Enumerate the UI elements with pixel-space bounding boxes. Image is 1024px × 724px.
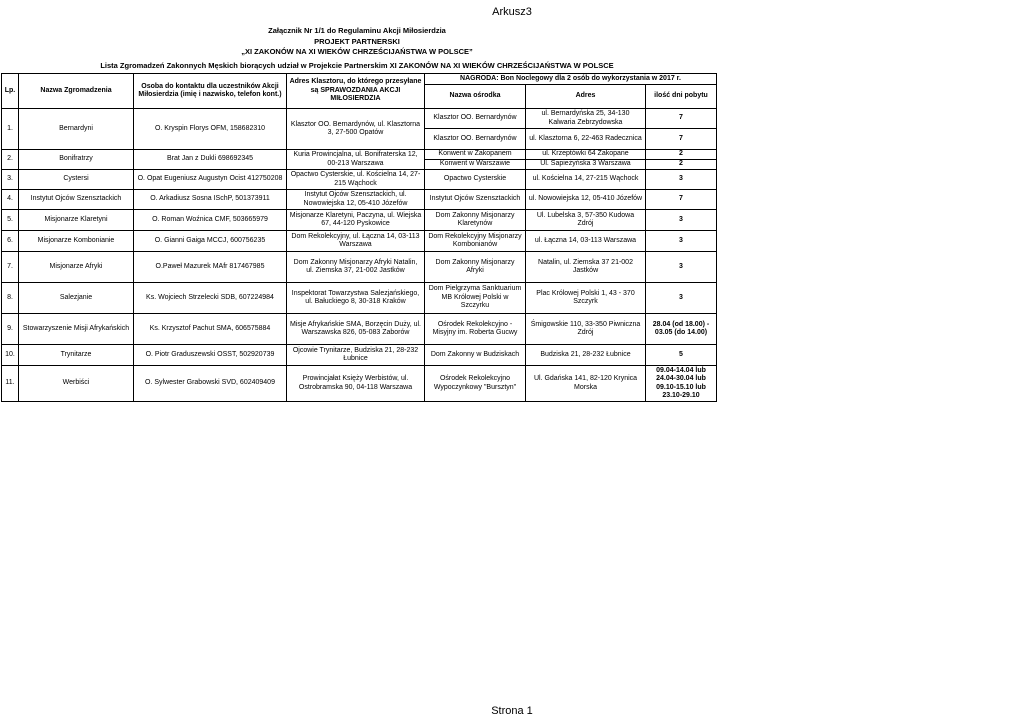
cell-contact: O. Kryspin Florys OFM, 158682310: [134, 109, 287, 150]
cell-lp: 9.: [2, 314, 19, 345]
cell-order-name: Werbiści: [19, 366, 134, 402]
table-row: [2, 345, 717, 366]
cell-lp: 3.: [2, 170, 19, 190]
table-row: [2, 109, 717, 129]
cell-center-address: Natalin, ul. Ziemska 37 21-002 Jastków: [526, 252, 646, 283]
cell-order-name: Instytut Ojców Szensztackich: [19, 190, 134, 210]
table-row: [2, 170, 717, 190]
table-row: [2, 366, 717, 402]
cell-lp: 4.: [2, 190, 19, 210]
orders-table: [1, 73, 717, 402]
cell-center-address: Ul. Lubelska 3, 57-350 Kudowa Zdrój: [526, 210, 646, 231]
cell-days: 28.04 (od 18.00) - 03.05 (do 14.00): [646, 314, 717, 345]
cell-monastery-address: Klasztor OO. Bernardynów, ul. Klasztorna 3, 27-500 Opatów: [287, 109, 425, 150]
cell-monastery-address: Opactwo Cysterskie, ul. Kościelna 14, 27-215 Wąchock: [287, 170, 425, 190]
cell-center-address: Śmigowskie 110, 33-350 Piwniczna Zdrój: [526, 314, 646, 345]
cell-days: 7: [646, 109, 717, 129]
col-header-days: ilość dni pobytu: [646, 85, 717, 109]
cell-center-address: ul. Krzeptówki 64 Zakopane: [526, 150, 646, 160]
cell-contact: Brat Jan z Dukli 698692345: [134, 150, 287, 170]
cell-center-name: Dom Pielgrzyma Sanktuarium MB Królowej Polski w Szczyrku: [425, 283, 526, 314]
cell-days: 3: [646, 252, 717, 283]
cell-monastery-address: Instytut Ojców Szensztackich, ul. Nowowiejska 12, 05-410 Józefów: [287, 190, 425, 210]
cell-center-name: Dom Zakonny Misjonarzy Klaretynów: [425, 210, 526, 231]
cell-lp: 10.: [2, 345, 19, 366]
project-heading: PROJEKT PARTNERSKI: [314, 37, 400, 46]
cell-center-name: Konwent w Zakopanem: [425, 150, 526, 160]
cell-lp: 1.: [2, 109, 19, 150]
cell-order-name: Cystersi: [19, 170, 134, 190]
table-row: [2, 231, 717, 252]
cell-monastery-address: Inspektorat Towarzystwa Salezjańskiego, ul. Bałuckiego 8, 30-318 Kraków: [287, 283, 425, 314]
cell-contact: O. Sylwester Grabowski SVD, 602409409: [134, 366, 287, 402]
cell-center-name: Ośrodek Rekolekcyjno - Misyjny im. Roberta Gucwy: [425, 314, 526, 345]
cell-days: 3: [646, 210, 717, 231]
col-header-reward: NAGRODA: Bon Noclegowy dla 2 osób do wykorzystania w 2017 r.: [425, 74, 717, 85]
cell-days: 2: [646, 160, 717, 170]
cell-center-address: Ul. Sapieżyńska 3 Warszawa: [526, 160, 646, 170]
cell-contact: Ks. Wojciech Strzelecki SDB, 607224984: [134, 283, 287, 314]
cell-monastery-address: Ojcowie Trynitarze, Budziska 21, 28-232 Łubnice: [287, 345, 425, 366]
cell-lp: 11.: [2, 366, 19, 402]
cell-order-name: Salezjanie: [19, 283, 134, 314]
table-row: [2, 283, 717, 314]
cell-order-name: Bonifratrzy: [19, 150, 134, 170]
cell-monastery-address: Kuria Prowincjalna, ul. Bonifraterska 12, 00-213 Warszawa: [287, 150, 425, 170]
col-header-name: Nazwa Zgromadzenia: [19, 74, 134, 109]
cell-center-address: ul. Nowowiejska 12, 05-410 Józefów: [526, 190, 646, 210]
cell-center-address: ul. Klasztorna 6, 22-463 Radecznica: [526, 129, 646, 150]
cell-lp: 8.: [2, 283, 19, 314]
cell-monastery-address: Misjonarze Klaretyni, Paczyna, ul. Wiejska 67, 44-120 Pyskowice: [287, 210, 425, 231]
project-motto: „XI ZAKONÓW NA XI WIEKÓW CHRZEŚCIJAŃSTWA W POLSCE”: [241, 47, 473, 56]
cell-days: 5: [646, 345, 717, 366]
cell-monastery-address: Dom Zakonny Misjonarzy Afryki Natalin, ul. Ziemska 37, 21-002 Jastków: [287, 252, 425, 283]
cell-center-address: Plac Królowej Polski 1, 43 - 370 Szczyrk: [526, 283, 646, 314]
cell-center-name: Dom Rekolekcyjny Misjonarzy Kombonianów: [425, 231, 526, 252]
table-row: [2, 252, 717, 283]
cell-order-name: Misjonarze Kombonianie: [19, 231, 134, 252]
cell-monastery-address: Prowincjałat Księży Werbistów, ul. Ostrobramska 90, 04-118 Warszawa: [287, 366, 425, 402]
col-header-contact: Osoba do kontaktu dla uczestników Akcji Miłosierdzia (imię i nazwisko, telefon kont.): [134, 74, 287, 109]
sheet-title: Arkusz3: [492, 6, 532, 18]
attachment-heading: Załącznik Nr 1/1 do Regulaminu Akcji Miłosierdzia: [268, 26, 446, 35]
cell-days: 3: [646, 170, 717, 190]
cell-contact: O.Paweł Mazurek MAfr 817467985: [134, 252, 287, 283]
table-row: [2, 314, 717, 345]
cell-center-address: Ul. Gdańska 141, 82-120 Krynica Morska: [526, 366, 646, 402]
cell-order-name: Misjonarze Klaretyni: [19, 210, 134, 231]
cell-contact: O. Opat Eugeniusz Augustyn Ocist 412750208: [134, 170, 287, 190]
col-header-lp: Lp.: [2, 74, 19, 109]
cell-center-name: Klasztor OO. Bernardynów: [425, 109, 526, 129]
cell-lp: 5.: [2, 210, 19, 231]
cell-center-address: Budziska 21, 28-232 Łubnice: [526, 345, 646, 366]
cell-monastery-address: Misje Afrykańskie SMA, Borzęcin Duży, ul. Warszawska 826, 05-083 Zaborów: [287, 314, 425, 345]
cell-days: 2: [646, 150, 717, 160]
cell-center-address: ul. Kościelna 14, 27-215 Wąchock: [526, 170, 646, 190]
cell-contact: O. Gianni Gaiga MCCJ, 600756235: [134, 231, 287, 252]
cell-days: 7: [646, 129, 717, 150]
cell-center-name: Ośrodek Rekolekcyjno Wypoczynkowy "Bursztyn": [425, 366, 526, 402]
cell-order-name: Misjonarze Afryki: [19, 252, 134, 283]
cell-contact: O. Piotr Graduszewski OSST, 502920739: [134, 345, 287, 366]
cell-contact: O. Arkadiusz Sosna ISchP, 501373911: [134, 190, 287, 210]
cell-center-name: Opactwo Cysterskie: [425, 170, 526, 190]
cell-lp: 7.: [2, 252, 19, 283]
cell-days: 3: [646, 283, 717, 314]
cell-lp: 6.: [2, 231, 19, 252]
page-footer: Strona 1: [491, 705, 533, 717]
cell-order-name: Trynitarze: [19, 345, 134, 366]
cell-center-name: Klasztor OO. Bernardynów: [425, 129, 526, 150]
cell-order-name: Bernardyni: [19, 109, 134, 150]
col-header-center-address: Adres: [526, 85, 646, 109]
cell-center-name: Konwent w Warszawie: [425, 160, 526, 170]
cell-days: 09.04-14.04 lub 24.04-30.04 lub 09.10-15.10 lub 23.10-29.10: [646, 366, 717, 402]
table-row: [2, 150, 717, 160]
cell-center-name: Instytut Ojców Szensztackich: [425, 190, 526, 210]
cell-center-address: ul. Łączna 14, 03-113 Warszawa: [526, 231, 646, 252]
list-title: Lista Zgromadzeń Zakonnych Męskich biorących udział w Projekcie Partnerskim XI ZAKONÓW NA XI WIEKÓW CHRZEŚCIJAŃSTWA W POLSCE: [100, 61, 614, 70]
col-header-address: Adres Klasztoru, do którego przesyłane są SPRAWOZDANIA AKCJI MIŁOSIERDZIA: [287, 74, 425, 109]
cell-contact: Ks. Krzysztof Pachut SMA, 606575884: [134, 314, 287, 345]
table-row: [2, 210, 717, 231]
cell-monastery-address: Dom Rekolekcyjny, ul. Łączna 14, 03-113 Warszawa: [287, 231, 425, 252]
cell-days: 7: [646, 190, 717, 210]
table-row: [2, 190, 717, 210]
cell-order-name: Stowarzyszenie Misji Afrykańskich: [19, 314, 134, 345]
cell-center-name: Dom Zakonny Misjonarzy Afryki: [425, 252, 526, 283]
cell-days: 3: [646, 231, 717, 252]
cell-center-address: ul. Bernardyńska 25, 34-130 Kalwaria Zebrzydowska: [526, 109, 646, 129]
col-header-center: Nazwa ośrodka: [425, 85, 526, 109]
cell-lp: 2.: [2, 150, 19, 170]
cell-contact: O. Roman Woźnica CMF, 503665979: [134, 210, 287, 231]
cell-center-name: Dom Zakonny w Budziskach: [425, 345, 526, 366]
